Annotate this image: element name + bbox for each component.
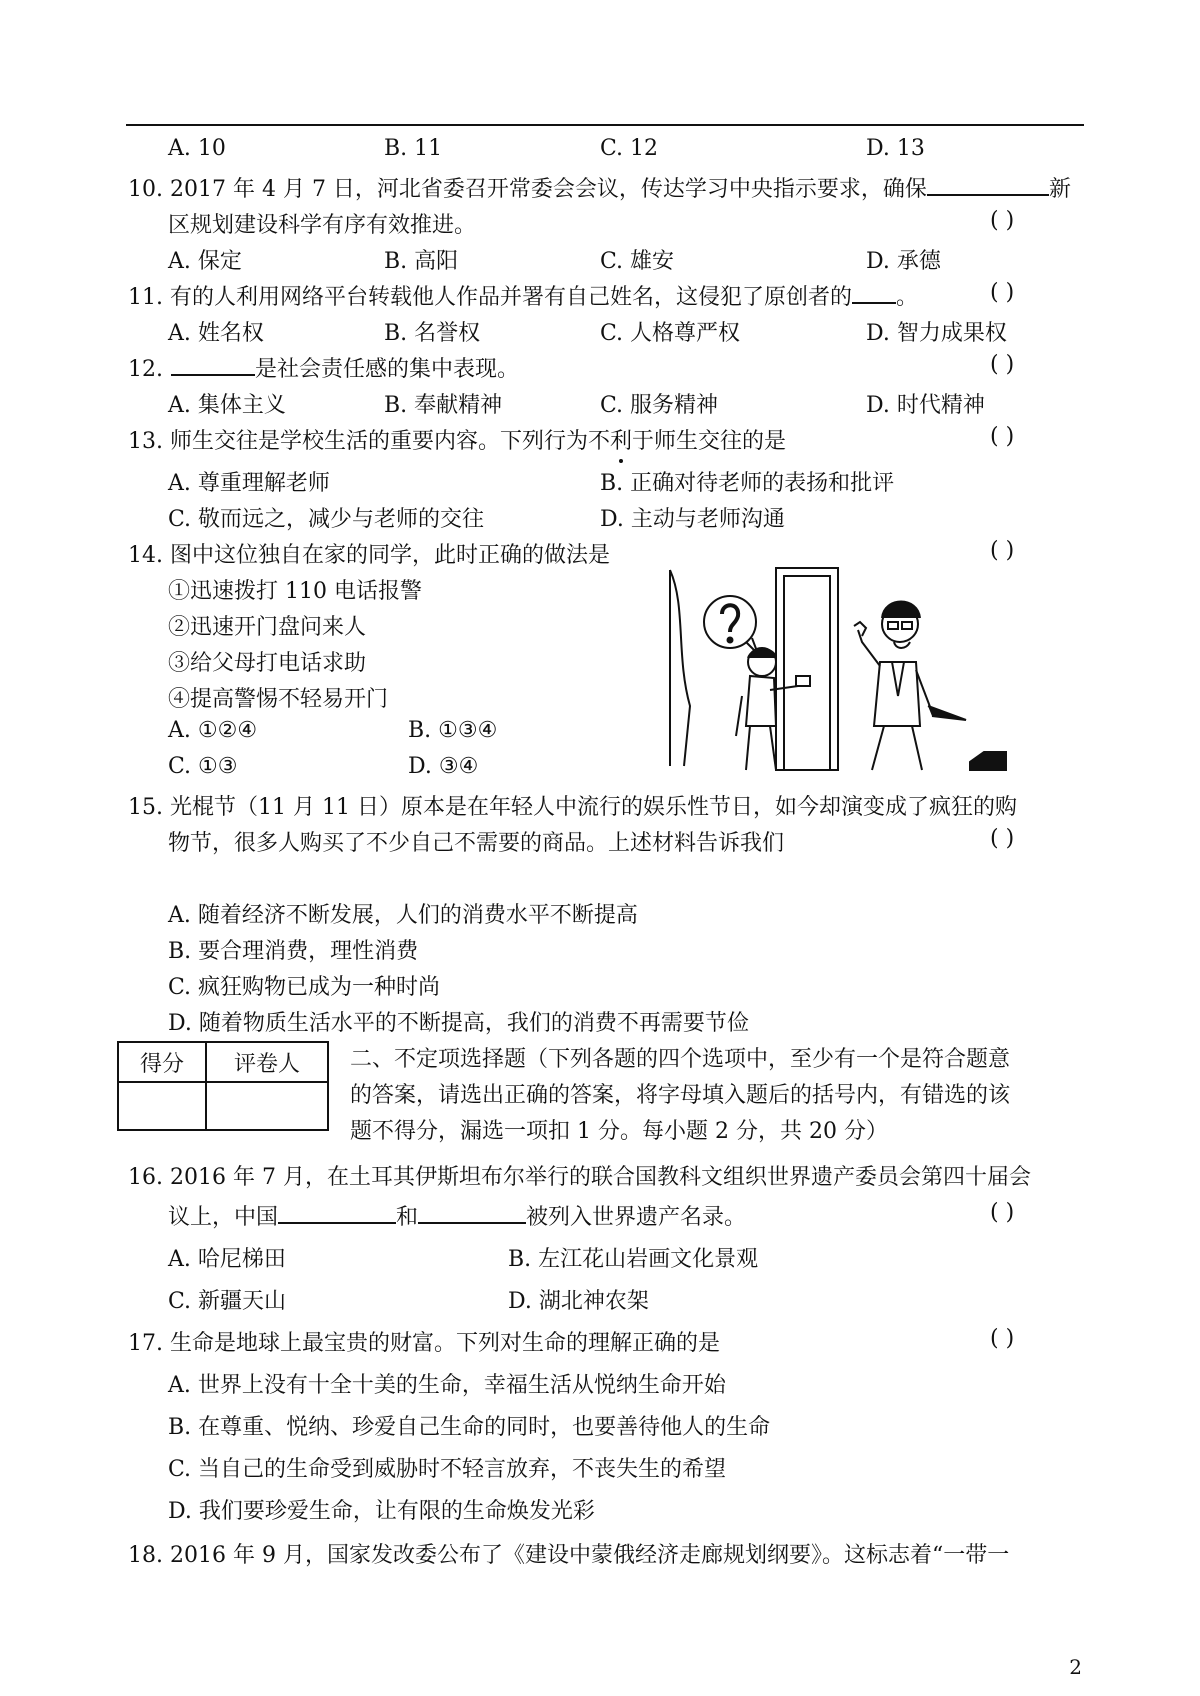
q16-option-c: C. 新疆天山 xyxy=(168,1289,287,1314)
q10-option-d: D. 承德 xyxy=(866,249,941,274)
q13-text-c: 师生交往的是 xyxy=(654,429,787,454)
q16-option-d: D. 湖北神农架 xyxy=(508,1289,649,1314)
q10-answer-paren[interactable]: ( ) xyxy=(990,208,1015,233)
grader-cell[interactable] xyxy=(206,1082,328,1130)
q13-option-a: A. 尊重理解老师 xyxy=(168,471,330,496)
q11-option-b: B. 名誉权 xyxy=(384,321,481,346)
q9-option-d: D. 13 xyxy=(866,136,925,161)
q13-option-c: C. 敬而远之，减少与老师的交往 xyxy=(168,507,485,532)
q11-blank[interactable] xyxy=(852,282,896,304)
q9-option-b: B. 11 xyxy=(384,136,443,161)
q17-option-d: D. 我们要珍爱生命，让有限的生命焕发光彩 xyxy=(168,1499,595,1524)
q13-question xyxy=(128,424,786,455)
q15-option-a: A. 随着经济不断发展，人们的消费水平不断提高 xyxy=(168,903,638,928)
q9-option-c: C. 12 xyxy=(600,136,659,161)
section2-line1: 二、不定项选择题（下列各题的四个选项中，至少有一个是符合题意 xyxy=(350,1047,1011,1072)
door-stranger-illustration xyxy=(666,566,1010,772)
q10-text-b: 新 xyxy=(1048,177,1071,202)
q9-option-a: A. 10 xyxy=(168,136,226,161)
q14-option-a: A. ①②④ xyxy=(168,718,258,743)
q16-text-c: 被列入世界遗产名录。 xyxy=(526,1205,747,1230)
q15-option-d: D. 随着物质生活水平的不断提高，我们的消费不再需要节俭 xyxy=(168,1011,749,1036)
q11-answer-paren[interactable]: ( ) xyxy=(990,280,1015,305)
q13-text-a: 13. 师生交往是学校生活的重要内容。下列行为 xyxy=(128,429,588,454)
section2-line2: 的答案，请选出正确的答案，将字母填入题后的括号内，有错选的该 xyxy=(350,1083,1011,1108)
q10-option-a: A. 保定 xyxy=(168,249,242,274)
page-number: 2 xyxy=(1069,1655,1082,1679)
q17-question: 17. 生命是地球上最宝贵的财富。下列对生命的理解正确的是 xyxy=(128,1331,720,1356)
q15-option-c: C. 疯狂购物已成为一种时尚 xyxy=(168,975,441,1000)
q10-line1 xyxy=(128,172,1071,203)
q12-option-a: A. 集体主义 xyxy=(168,393,286,418)
grader-header: 评卷人 xyxy=(206,1042,328,1082)
q18-question: 18. 2016 年 9 月，国家发改委公布了《建设中蒙俄经济走廊规划纲要》。这标志着“一带一 xyxy=(128,1543,1010,1568)
q10-blank[interactable] xyxy=(927,174,1049,196)
q10-option-b: B. 高阳 xyxy=(384,249,459,274)
q13-option-d: D. 主动与老师沟通 xyxy=(600,507,785,532)
q16-blank-1[interactable] xyxy=(278,1202,396,1224)
q16-text-b: 和 xyxy=(396,1205,419,1230)
q14-item-4: ④提高警惕不轻易开门 xyxy=(168,687,389,712)
q17-option-a: A. 世界上没有十全十美的生命，幸福生活从悦纳生命开始 xyxy=(168,1373,726,1398)
q15-line1: 15. 光棍节（11 月 11 日）原本是在年轻人中流行的娱乐性节日，如今却演变成了疯狂的购 xyxy=(128,795,1017,820)
q11-question xyxy=(128,280,918,311)
score-cell[interactable] xyxy=(118,1082,206,1130)
q14-answer-paren[interactable]: ( ) xyxy=(990,538,1015,563)
q14-question: 14. 图中这位独自在家的同学，此时正确的做法是 xyxy=(128,543,610,568)
section2-line3: 题不得分，漏选一项扣 1 分。每小题 2 分，共 20 分） xyxy=(350,1119,888,1144)
score-header: 得分 xyxy=(118,1042,206,1082)
q14-option-d: D. ③④ xyxy=(408,754,479,779)
q11-option-a: A. 姓名权 xyxy=(168,321,264,346)
q10-text-a: 10. 2017 年 4 月 7 日，河北省委召开常委会会议，传达学习中央指示要求，确保 xyxy=(128,177,927,202)
q12-option-d: D. 时代精神 xyxy=(866,393,985,418)
q11-text-a: 11. 有的人利用网络平台转载他人作品并署有自己姓名，这侵犯了原创者的 xyxy=(128,285,852,310)
q13-emphasis: 不利于 xyxy=(588,424,654,455)
q15-option-b: B. 要合理消费，理性消费 xyxy=(168,939,419,964)
q14-item-1: ①迅速拨打 110 电话报警 xyxy=(168,579,422,604)
q12-blank[interactable] xyxy=(171,354,255,376)
q17-option-c: C. 当自己的生命受到威胁时不轻言放弃，不丧失生的希望 xyxy=(168,1457,727,1482)
q16-option-a: A. 哈尼梯田 xyxy=(168,1247,286,1272)
q16-text-a: 议上，中国 xyxy=(168,1205,279,1230)
q16-option-b: B. 左江花山岩画文化景观 xyxy=(508,1247,759,1272)
q14-item-3: ③给父母打电话求助 xyxy=(168,651,367,676)
q17-option-b: B. 在尊重、悦纳、珍爱自己生命的同时，也要善待他人的生命 xyxy=(168,1415,771,1440)
q15-line2: 物节，很多人购买了不少自己不需要的商品。上述材料告诉我们 xyxy=(168,831,785,856)
top-rule xyxy=(126,124,1084,126)
q12-question xyxy=(128,352,519,383)
q12-number: 12. xyxy=(128,357,163,382)
q16-blank-2[interactable] xyxy=(418,1202,526,1224)
q16-answer-paren[interactable]: ( ) xyxy=(990,1200,1015,1225)
q10-option-c: C. 雄安 xyxy=(600,249,675,274)
q14-option-c: C. ①③ xyxy=(168,754,238,779)
q13-answer-paren[interactable]: ( ) xyxy=(990,424,1015,449)
q11-option-c: C. 人格尊严权 xyxy=(600,321,741,346)
q11-text-b: 。 xyxy=(895,285,918,310)
q16-line1: 16. 2016 年 7 月，在土耳其伊斯坦布尔举行的联合国教科文组织世界遗产委员会第四十届会 xyxy=(128,1165,1031,1190)
q14-item-2: ②迅速开门盘问来人 xyxy=(168,615,367,640)
q15-answer-paren[interactable]: ( ) xyxy=(990,826,1015,851)
q12-option-b: B. 奉献精神 xyxy=(384,393,503,418)
q14-option-b: B. ①③④ xyxy=(408,718,498,743)
q13-option-b: B. 正确对待老师的表扬和批评 xyxy=(600,471,895,496)
q12-text: 是社会责任感的集中表现。 xyxy=(255,357,520,382)
q11-option-d: D. 智力成果权 xyxy=(866,321,1007,346)
q16-line2 xyxy=(168,1200,746,1231)
q12-answer-paren[interactable]: ( ) xyxy=(990,352,1015,377)
q17-answer-paren[interactable]: ( ) xyxy=(990,1326,1015,1351)
score-table xyxy=(117,1041,329,1131)
q12-option-c: C. 服务精神 xyxy=(600,393,719,418)
q10-line2: 区规划建设科学有序有效推进。 xyxy=(168,213,477,238)
